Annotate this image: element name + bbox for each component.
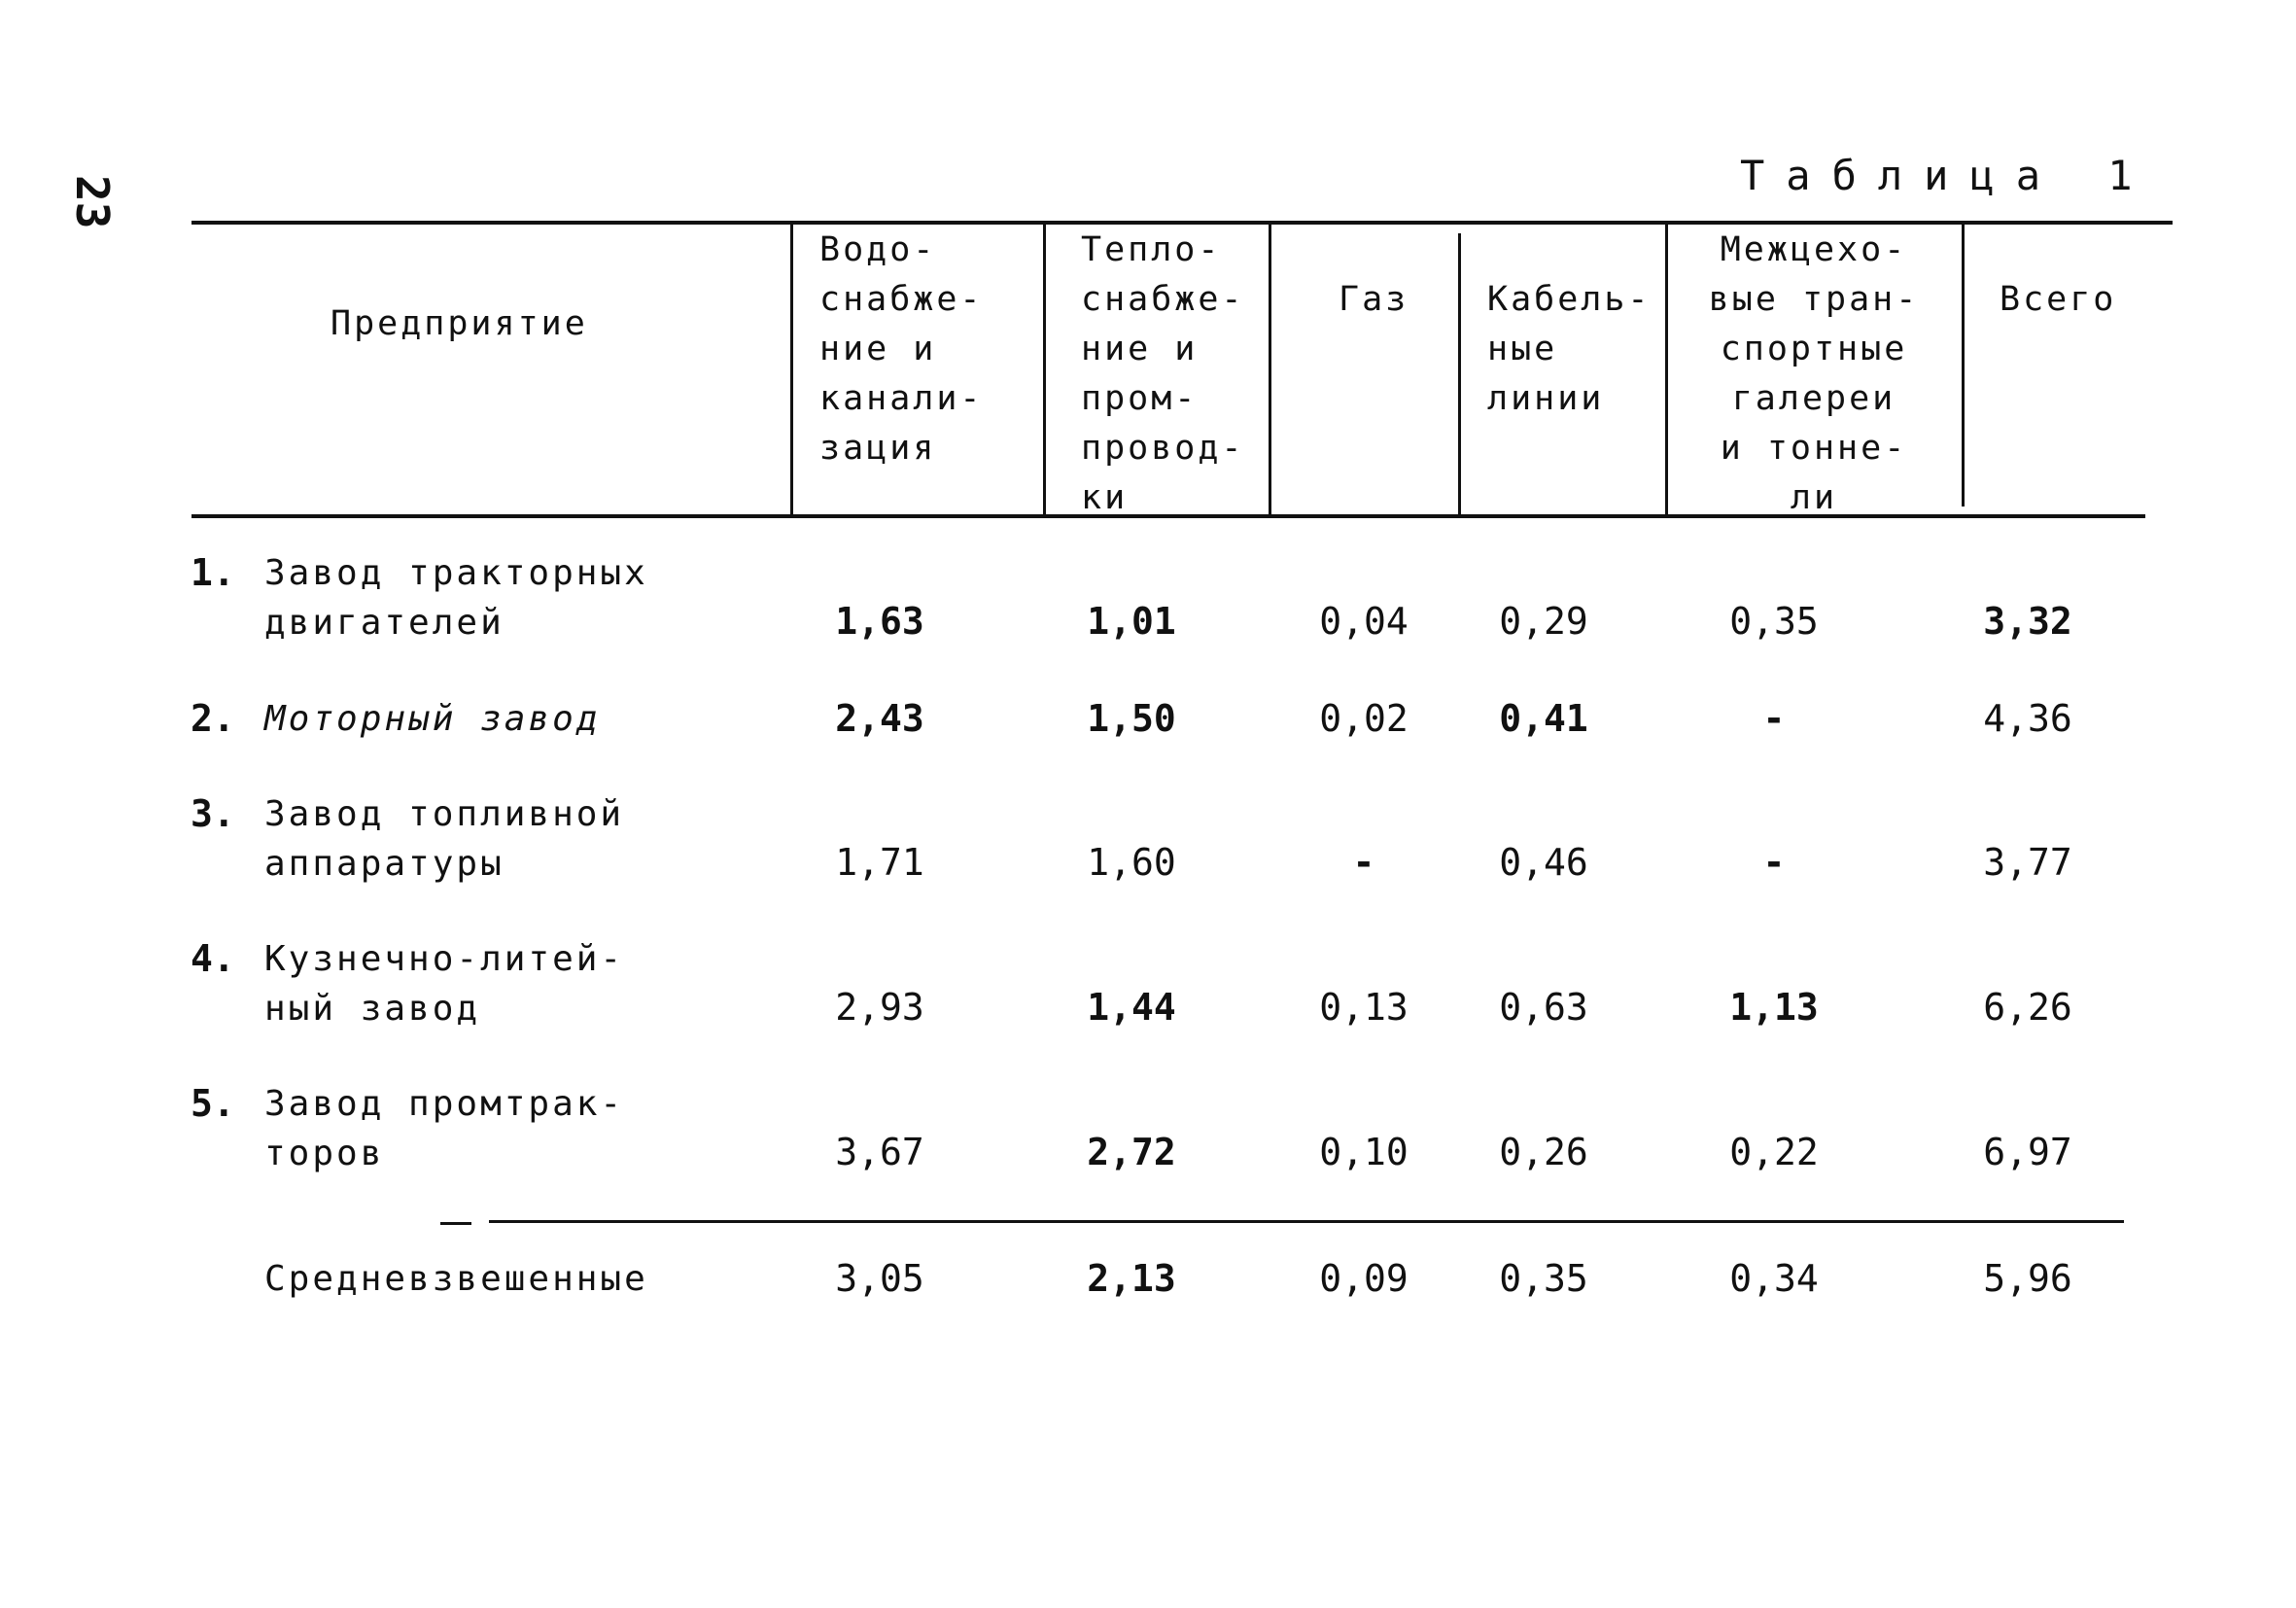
cell-total: 6,26 [1983,986,2072,1029]
cell-galleries: 0,34 [1729,1257,1819,1300]
cell-gas: - [1352,841,1375,884]
header-galleries: Межцехо- вые тран- спортные галереи и тонне- ли [1708,230,1920,517]
header-cable: Кабель- ные линии [1487,280,1652,418]
cell-cable: 0,35 [1499,1257,1588,1300]
row-name: Моторный завод [264,699,601,739]
header-water: Водо- снабже- ние и канали- зация [819,230,984,468]
cell-total: 3,32 [1983,600,2072,643]
cell-water: 3,67 [835,1131,924,1173]
cell-heat: 1,01 [1087,600,1176,643]
row-number: 4. [191,937,235,980]
col-divider [1043,223,1046,516]
header-total: Всего [2000,280,2117,319]
cell-galleries: 0,35 [1729,600,1819,643]
table-caption: Таблица 1 [1740,152,2154,199]
cell-heat: 1,60 [1087,841,1176,884]
cell-cable: 0,46 [1499,841,1588,884]
cell-water: 2,93 [835,986,924,1029]
cell-water: 3,05 [835,1257,924,1300]
cell-gas: 0,13 [1319,986,1409,1029]
row-name: Завод промтрак- торов [264,1084,625,1173]
cell-cable: 0,41 [1499,697,1588,740]
header-gas: Газ [1339,280,1409,319]
cell-heat: 1,44 [1087,986,1176,1029]
cell-water: 1,63 [835,600,924,643]
cell-gas: 0,04 [1319,600,1409,643]
cell-gas: 0,10 [1319,1131,1409,1173]
row-name: Кузнечно-литей- ный завод [264,939,625,1029]
cell-galleries: 0,22 [1729,1131,1819,1173]
table-top-rule [191,221,2173,225]
header-enterprise: Предприятие [330,304,588,343]
row-name: Завод топливной аппаратуры [264,794,625,884]
header-heat: Тепло- снабже- ние и пром- провод- ки [1081,230,1245,517]
cell-water: 2,43 [835,697,924,740]
cell-gas: 0,09 [1319,1257,1409,1300]
col-divider [1269,223,1271,516]
col-divider [790,223,793,516]
row-number: 3. [191,792,235,835]
row-name: Завод тракторных двигателей [264,553,648,643]
cell-cable: 0,26 [1499,1131,1588,1173]
cell-cable: 0,63 [1499,986,1588,1029]
cell-gas: 0,02 [1319,697,1409,740]
cell-galleries: - [1762,697,1786,740]
summary-name: Средневзвешенные [264,1259,648,1299]
summary-dash [440,1222,471,1225]
cell-total: 5,96 [1983,1257,2072,1300]
cell-total: 4,36 [1983,697,2072,740]
col-divider [1458,233,1461,516]
row-number: 2. [191,697,235,740]
page-number: 23 [66,175,119,229]
row-number: 5. [191,1082,235,1125]
summary-rule [489,1220,2124,1223]
row-number: 1. [191,551,235,594]
col-divider [1962,223,1965,507]
cell-heat: 2,13 [1087,1257,1176,1300]
cell-total: 3,77 [1983,841,2072,884]
cell-heat: 1,50 [1087,697,1176,740]
cell-galleries: 1,13 [1729,986,1819,1029]
cell-galleries: - [1762,841,1786,884]
cell-heat: 2,72 [1087,1131,1176,1173]
cell-water: 1,71 [835,841,924,884]
cell-total: 6,97 [1983,1131,2072,1173]
cell-cable: 0,29 [1499,600,1588,643]
